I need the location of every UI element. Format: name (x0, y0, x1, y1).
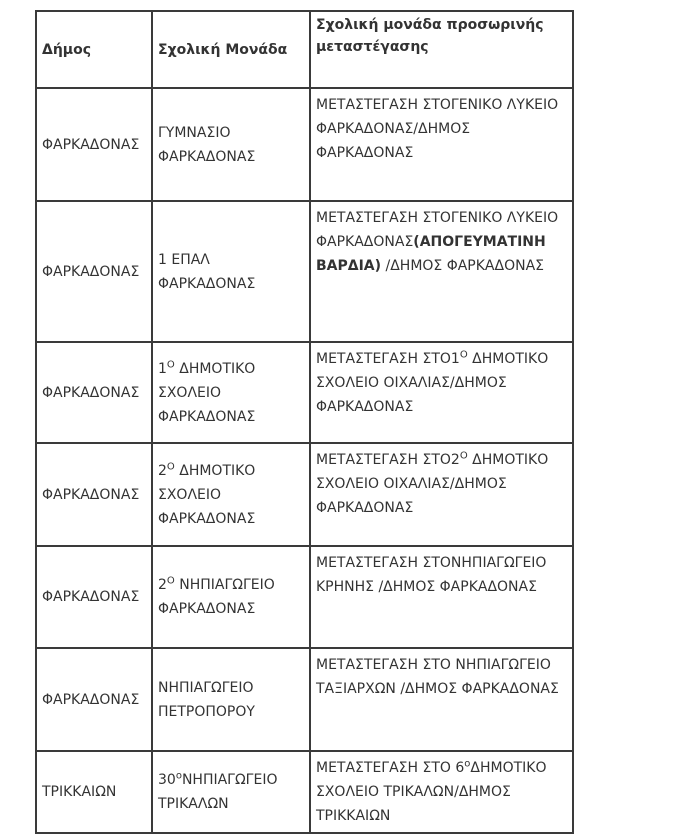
cell-relocation: ΜΕΤΑΣΤΕΓΑΣΗ ΣΤΟΓΕΝΙΚΟ ΛΥΚΕΙΟ ΦΑΡΚΑΔΟΝΑΣ(ΑΠΟΓΕΥΜΑΤΙΝΗ ΒΑΡΔΙΑ) /ΔΗΜΟΣ ΦΑΡΚΑΔΟΝΑΣ (310, 201, 573, 342)
table-header-row (36, 11, 573, 88)
table-row (36, 88, 573, 201)
cell-dimos: ΦΑΡΚΑΔΟΝΑΣ (36, 648, 152, 751)
cell-dimos: ΦΑΡΚΑΔΟΝΑΣ (36, 201, 152, 342)
header-school-unit: Σχολική Μονάδα (152, 11, 310, 88)
cell-school-unit: $1^O$ ΔΗΜΟΤΙΚΟ ΣΧΟΛΕΙΟ ΦΑΡΚΑΔΟΝΑΣ (152, 342, 310, 443)
cell-school-unit: 1 ΕΠΑΛ ΦΑΡΚΑΔΟΝΑΣ (152, 201, 310, 342)
cell-relocation: ΜΕΤΑΣΤΕΓΑΣΗ ΣΤΟ $6^o\Delta HMOTIKO$ ΣΧΟΛΕΙΟ ΤΡΙΚΑΛΩΝ/ΔΗΜΟΣ ΤΡΙΚΚΑΙΩΝ (310, 751, 573, 833)
cell-school-unit: ΝΗΠΙΑΓΩΓΕΙΟ ΠΕΤΡΟΠΟΡΟΥ (152, 648, 310, 751)
cell-relocation: ΜΕΤΑΣΤΕΓΑΣΗ $\Sigma TO2^O$ ΔΗΜΟΤΙΚΟ ΣΧΟΛΕΙΟ ΟΙΧΑΛΙΑΣ/ΔΗΜΟΣ ΦΑΡΚΑΔΟΝΑΣ (310, 443, 573, 546)
relocation-table (35, 10, 574, 834)
table-row (36, 201, 573, 342)
table-row (36, 648, 573, 751)
table-row (36, 342, 573, 443)
cell-dimos: ΦΑΡΚΑΔΟΝΑΣ (36, 443, 152, 546)
cell-relocation: ΜΕΤΑΣΤΕΓΑΣΗ $\Sigma TO1^O$ ΔΗΜΟΤΙΚΟ ΣΧΟΛΕΙΟ ΟΙΧΑΛΙΑΣ/ΔΗΜΟΣ ΦΑΡΚΑΔΟΝΑΣ (310, 342, 573, 443)
table-row (36, 546, 573, 648)
cell-relocation: ΜΕΤΑΣΤΕΓΑΣΗ ΣΤΟ ΝΗΠΙΑΓΩΓΕΙΟ ΤΑΞΙΑΡΧΩΝ /ΔΗΜΟΣ ΦΑΡΚΑΔΟΝΑΣ (310, 648, 573, 751)
cell-dimos: ΦΑΡΚΑΔΟΝΑΣ (36, 88, 152, 201)
cell-dimos: ΦΑΡΚΑΔΟΝΑΣ (36, 546, 152, 648)
cell-school-unit: $30^oNH\Pi IA\Gamma\Omega\Gamma EIO$ ΤΡΙΚΑΛΩΝ (152, 751, 310, 833)
table-row (36, 751, 573, 833)
cell-relocation: ΜΕΤΑΣΤΕΓΑΣΗ ΣΤΟΓΕΝΙΚΟ ΛΥΚΕΙΟ ΦΑΡΚΑΔΟΝΑΣ/ΔΗΜΟΣ ΦΑΡΚΑΔΟΝΑΣ (310, 88, 573, 201)
cell-school-unit: $2^O$ ΝΗΠΙΑΓΩΓΕΙΟ ΦΑΡΚΑΔΟΝΑΣ (152, 546, 310, 648)
cell-relocation: ΜΕΤΑΣΤΕΓΑΣΗ ΣΤΟΝΗΠΙΑΓΩΓΕΙΟ ΚΡΗΝΗΣ /ΔΗΜΟΣ ΦΑΡΚΑΔΟΝΑΣ (310, 546, 573, 648)
cell-dimos: ΦΑΡΚΑΔΟΝΑΣ (36, 342, 152, 443)
cell-school-unit: $2^O$ ΔΗΜΟΤΙΚΟ ΣΧΟΛΕΙΟ ΦΑΡΚΑΔΟΝΑΣ (152, 443, 310, 546)
header-temporary-relocation: Σχολική μονάδα προσωρινής μεταστέγασης (310, 11, 573, 88)
header-dimos: Δήμος (36, 11, 152, 88)
cell-school-unit: ΓΥΜΝΑΣΙΟ ΦΑΡΚΑΔΟΝΑΣ (152, 88, 310, 201)
table-row (36, 443, 573, 546)
cell-dimos: ΤΡΙΚΚΑΙΩΝ (36, 751, 152, 833)
